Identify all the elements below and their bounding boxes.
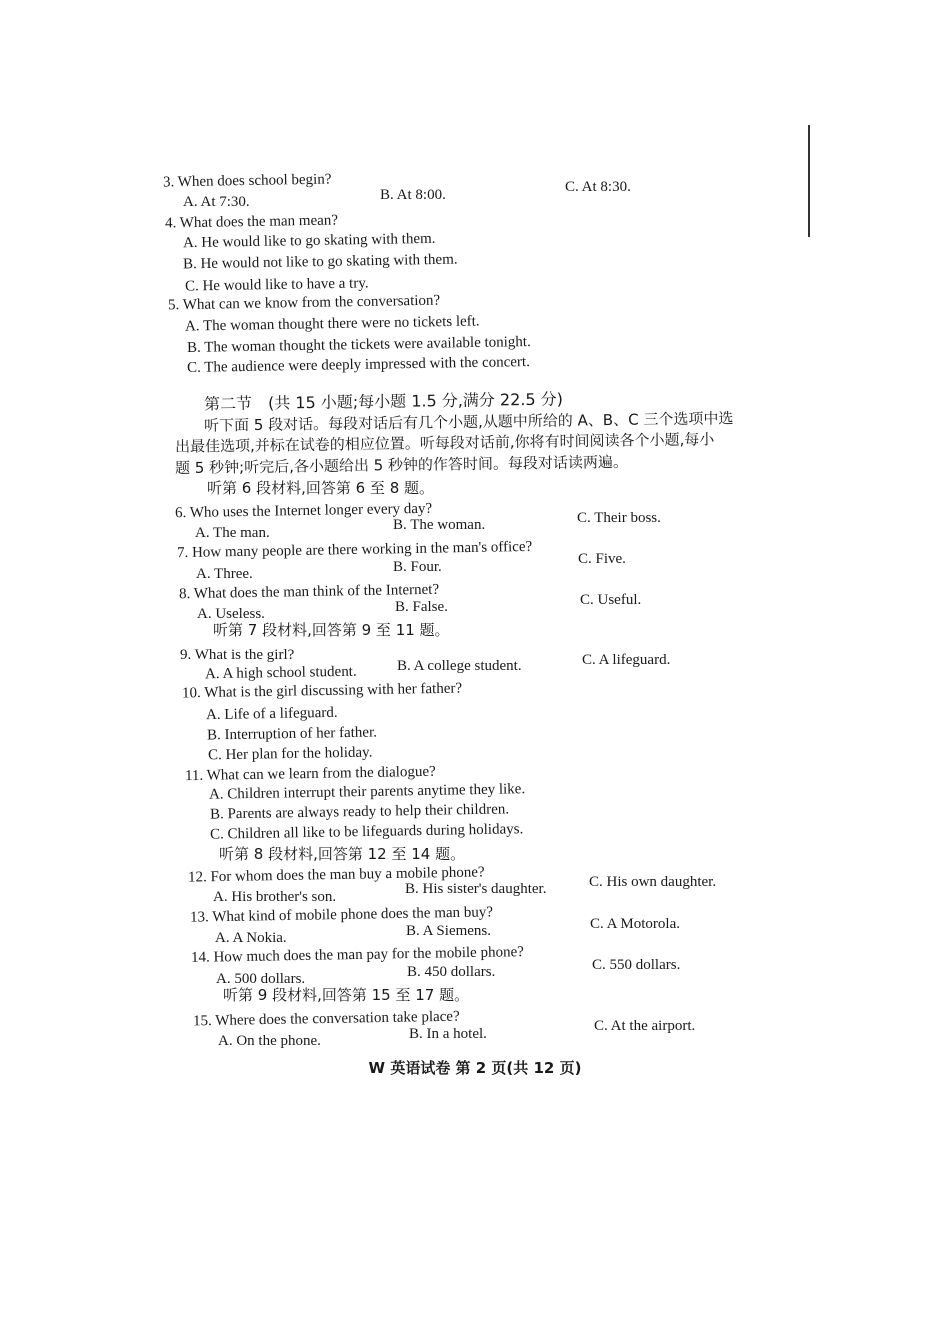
option-c: C. Her plan for the holiday. <box>207 744 373 764</box>
material-heading: 听第 7 段材料,回答第 9 至 11 题。 <box>213 621 450 639</box>
option-c: C. Useful. <box>580 592 642 608</box>
option-a: A. At 7:30. <box>183 194 250 210</box>
question-stem: 4. What does the man mean? <box>164 212 339 232</box>
option-a: A. The man. <box>195 525 270 541</box>
option-a: A. A Nokia. <box>215 930 287 946</box>
section-instructions: 题 5 秒钟;听完后,各小题给出 5 秒钟的作答时间。每段对话读两遍。 <box>174 452 629 478</box>
question-stem: 7. How many people are there working in the man's office? <box>176 538 533 562</box>
option-c: C. At 8:30. <box>565 179 631 195</box>
option-b: B. His sister's daughter. <box>405 881 547 897</box>
option-c: C. A lifeguard. <box>582 652 671 668</box>
option-b: B. Parents are always ready to help their children. <box>209 801 510 823</box>
option-a: A. His brother's son. <box>213 889 337 905</box>
option-a: A. Life of a lifeguard. <box>205 704 338 724</box>
question-stem: 13. What kind of mobile phone does the man buy? <box>189 904 494 926</box>
option-c: C. His own daughter. <box>589 874 717 890</box>
question-stem: 9. What is the girl? <box>180 647 295 663</box>
question-stem: 15. Where does the conversation take place? <box>192 1008 460 1030</box>
page-footer: W 英语试卷 第 2 页(共 12 页) <box>368 1059 582 1077</box>
option-c: C. 550 dollars. <box>592 957 681 973</box>
option-b: B. Interruption of her father. <box>206 724 378 744</box>
option-b: B. At 8:00. <box>380 187 446 203</box>
option-b: B. A college student. <box>397 658 522 674</box>
question-stem: 6. Who uses the Internet longer every day? <box>174 500 433 522</box>
option-c: C. Their boss. <box>577 510 661 526</box>
option-b: B. In a hotel. <box>409 1026 487 1042</box>
option-b: B. Four. <box>393 559 442 575</box>
option-a: A. Useless. <box>197 606 265 622</box>
option-a: A. The woman thought there were no tickets left. <box>184 313 480 335</box>
question-stem: 11. What can we learn from the dialogue? <box>184 763 436 785</box>
scan-edge-line <box>808 125 810 237</box>
option-c: C. Children all like to be lifeguards during holidays. <box>209 821 524 843</box>
option-b: B. A Siemens. <box>406 923 492 939</box>
option-c: C. At the airport. <box>594 1018 696 1034</box>
option-c: C. The audience were deeply impressed with the concert. <box>186 354 531 376</box>
question-stem: 14. How much does the man pay for the mobile phone? <box>190 944 524 966</box>
question-stem: 5. What can we know from the conversation? <box>167 292 441 314</box>
option-c: C. A Motorola. <box>590 916 681 932</box>
question-stem: 3. When does school begin? <box>162 171 332 191</box>
option-a: A. 500 dollars. <box>216 971 306 987</box>
material-heading: 听第 6 段材料,回答第 6 至 8 题。 <box>207 479 435 497</box>
material-heading: 听第 8 段材料,回答第 12 至 14 题。 <box>219 845 466 863</box>
option-a: A. Children interrupt their parents anytime they like. <box>208 781 526 803</box>
option-b: B. The woman. <box>393 517 486 533</box>
option-c: C. Five. <box>578 551 626 567</box>
option-c: C. He would like to have a try. <box>184 275 369 295</box>
section-instructions: 听下面 5 段对话。每段对话后有几个小题,从题中所给的 A、B、C 三个选项中选 <box>203 409 734 435</box>
option-a: A. A high school student. <box>204 663 357 683</box>
option-a: A. On the phone. <box>218 1033 321 1049</box>
option-b: B. False. <box>395 599 448 615</box>
question-stem: 10. What is the girl discussing with her father? <box>181 680 463 702</box>
question-stem: 12. For whom does the man buy a mobile phone? <box>187 864 485 886</box>
option-b: B. The woman thought the tickets were available tonight. <box>186 334 531 356</box>
question-stem: 8. What does the man think of the Internet? <box>178 581 440 603</box>
option-b: B. 450 dollars. <box>407 964 496 980</box>
material-heading: 听第 9 段材料,回答第 15 至 17 题。 <box>223 986 470 1004</box>
option-b: B. He would not like to go skating with them. <box>182 251 458 273</box>
section-title: 第二节 (共 15 小题;每小题 1.5 分,满分 22.5 分) <box>203 389 564 414</box>
option-a: A. Three. <box>196 566 253 582</box>
section-instructions: 出最佳选项,并标在试卷的相应位置。听每段对话前,你将有时间阅读各个小题,每小 <box>174 430 715 456</box>
option-a: A. He would like to go skating with them. <box>182 230 436 252</box>
